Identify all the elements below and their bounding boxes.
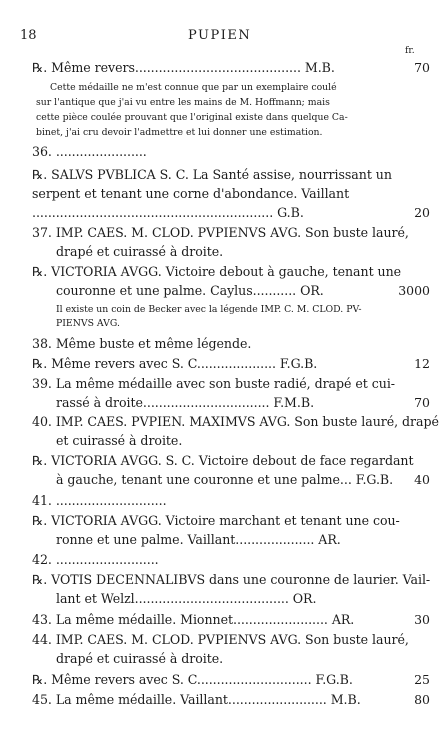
entry-42: 42. .......................... — [32, 552, 159, 567]
entry-victoria1-line: ℞. VICTORIA AVGG. Victoire debout à gauche, tenant une — [32, 264, 402, 279]
entry-41: 41. ............................ — [32, 493, 167, 508]
note-line: binet, j'ai cru devoir l'admettre et lui donner une estimation. — [36, 127, 323, 138]
entry-39-line: 39. La même médaille avec son buste radié, drapé et cui- — [32, 376, 395, 391]
entry-votis-line: lant et Welzl....................................... OR. — [56, 591, 317, 606]
entry-39-price: 70 — [414, 395, 430, 410]
entry-victoria1-price: 3000 — [398, 283, 430, 298]
entry-victoria2-line: ℞. VICTORIA AVGG. S. C. Victoire debout de face regardant — [32, 453, 414, 468]
entry-salus-line: serpent et tenant une corne d'abondance. Vaillant — [32, 186, 350, 201]
entry-victoria3-line: ℞. VICTORIA AVGG. Victoire marchant et tenant une cou- — [32, 513, 400, 528]
entry-reverse-mb: ℞. Même revers.......................................... M.B. — [32, 60, 335, 75]
page-number: 18 — [20, 28, 37, 43]
currency-unit: fr. — [405, 46, 415, 56]
entry-victoria3-line: ronne et une palme. Vaillant.................... AR. — [56, 532, 341, 547]
entry-victoria2-price: 40 — [414, 472, 430, 487]
entry-40-line: et cuirassé à droite. — [56, 433, 183, 448]
entry-37-line: 37. IMP. CAES. M. CLOD. PVPIENVS AVG. Son buste lauré, — [32, 225, 409, 240]
entry-45: 45. La même médaille. Vaillant......................... M.B. — [32, 692, 361, 707]
entry-45-price: 80 — [414, 692, 430, 707]
note2-line: Il existe un coin de Becker avec la légende IMP. C. M. CLOD. PV- — [56, 304, 362, 315]
note-line: sur l'antique que j'ai vu entre les mains de M. Hoffmann; mais — [36, 97, 330, 108]
running-title: PUPIEN — [188, 28, 252, 43]
entry-44-line: 44. IMP. CAES. M. CLOD. PVPIENVS AVG. Son buste lauré, — [32, 632, 409, 647]
entry-votis-line: ℞. VOTIS DECENNALIBVS dans une couronne de laurier. Vail- — [32, 572, 431, 587]
entry-39-line: rassé à droite................................ F.M.B. — [56, 395, 315, 410]
entry-40-line: 40. IMP. CAES. PVPIEN. MAXIMVS AVG. Son buste lauré, drapé — [32, 414, 439, 429]
note-line: Cette médaille ne m'est connue que par un exemplaire coulé — [50, 82, 337, 93]
entry-salus-line: ............................................................. G.B. — [32, 205, 304, 220]
note2-line: PIENVS AVG. — [56, 318, 120, 329]
entry-37-line: drapé et cuirassé à droite. — [56, 244, 224, 259]
entry-reverse-sc2-price: 25 — [414, 672, 430, 687]
entry-reverse-sc2: ℞. Même revers avec S. C............................. F.G.B. — [32, 672, 353, 687]
entry-43: 43. La même médaille. Mionnet........................ AR. — [32, 612, 355, 627]
entry-victoria2-line: à gauche, tenant une couronne et une palme... F.G.B. — [56, 472, 394, 487]
entry-salus-price: 20 — [414, 205, 430, 220]
entry-reverse-sc-price: 12 — [414, 356, 430, 371]
entry-38: 38. Même buste et même légende. — [32, 336, 252, 351]
entry-43-price: 30 — [414, 612, 430, 627]
entry-36: 36. ....................... — [32, 144, 147, 159]
entry-reverse-sc: ℞. Même revers avec S. C.................... F.G.B. — [32, 356, 318, 371]
entry-44-line: drapé et cuirassé à droite. — [56, 651, 224, 666]
note-line: cette pièce coulée prouvant que l'original existe dans quelque Ca- — [36, 112, 348, 123]
entry-victoria1-line: couronne et une palme. Caylus........... OR. — [56, 283, 324, 298]
entry-reverse-mb-price: 70 — [414, 60, 430, 75]
entry-salus-line: ℞. SALVS PVBLICA S. C. La Santé assise, nourrissant un — [32, 167, 392, 182]
